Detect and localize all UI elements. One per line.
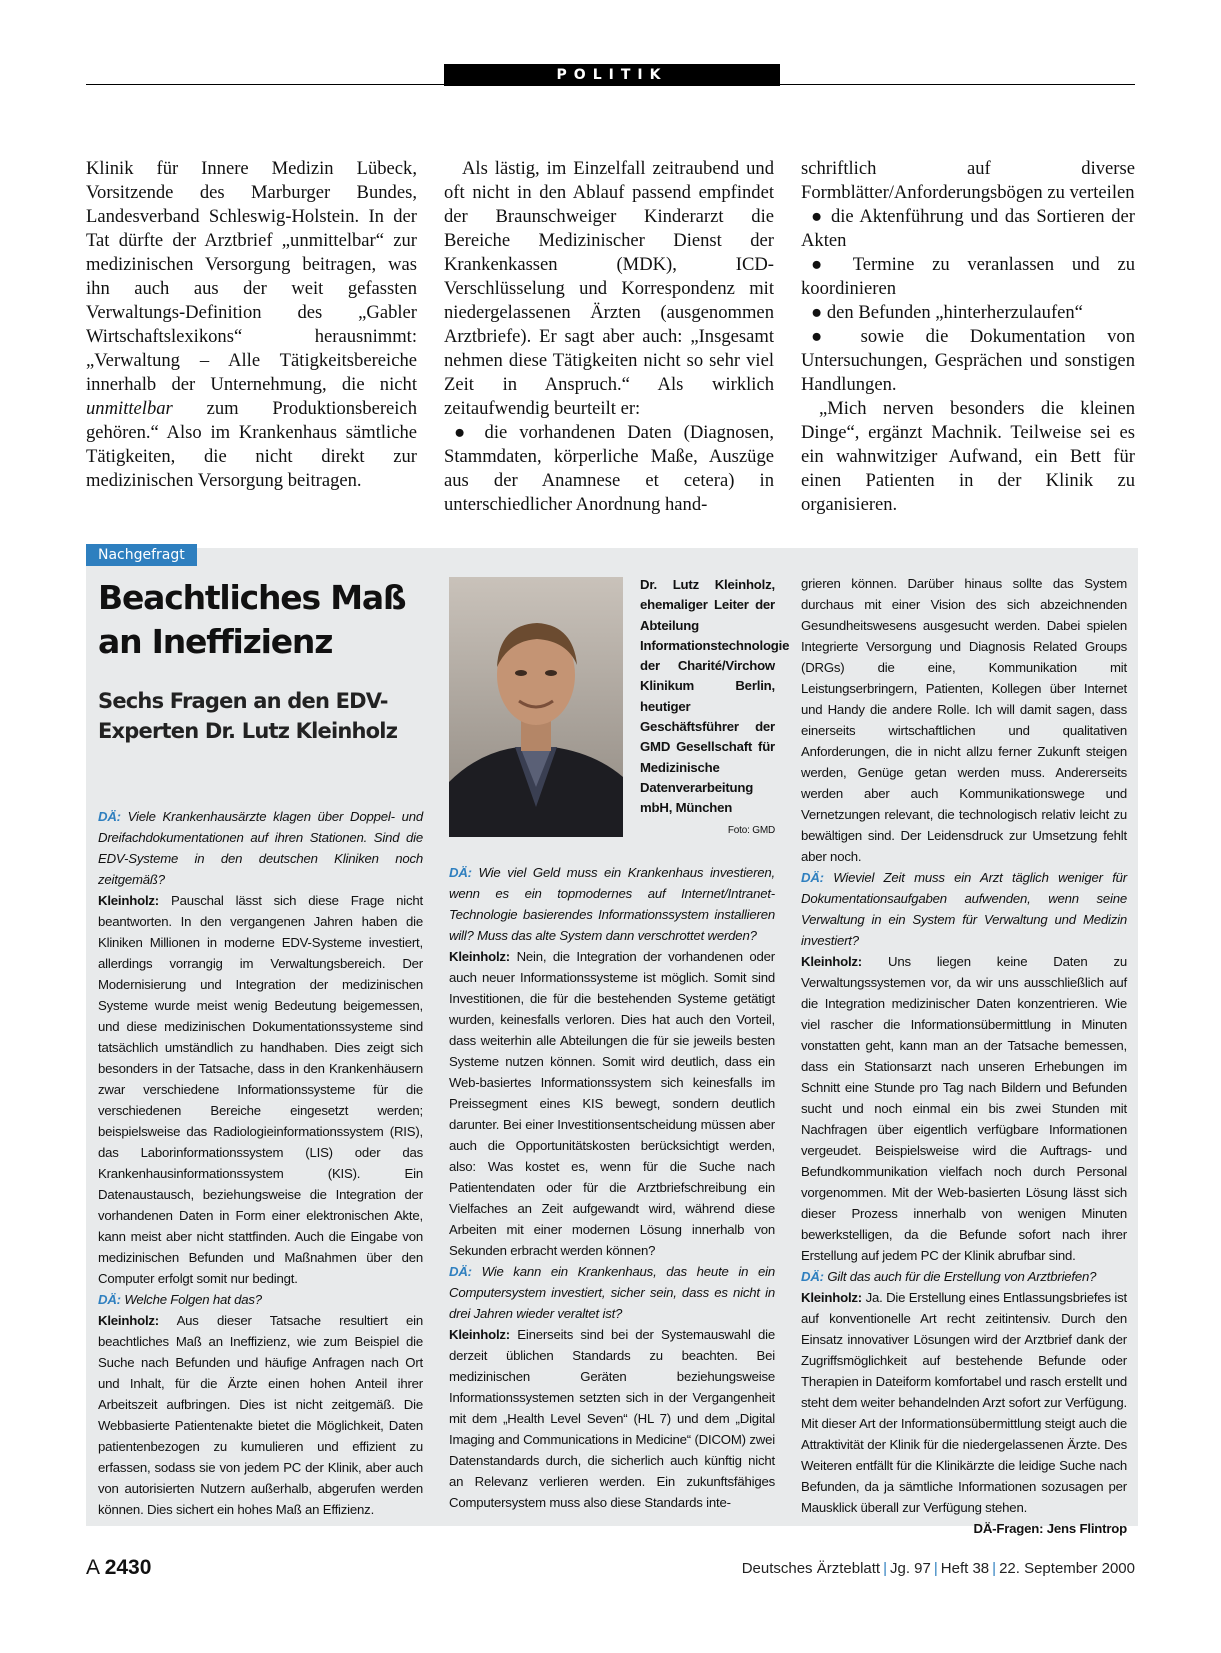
answer-2: Kleinholz: Aus dieser Tatsache resultiert ein beachtliches Maß an Ineffizienz, wie zum Beispiel die Suche nach Befunden und häufige Anfragen nach Ort und Inhalt, für die Ärzte einen hohen Anteil ihrer Arbeitszeit aufbringen. Dies ist nicht zeitgemäß. Die Webbasierte Patientenakte bietet die Möglichkeit, Daten patientenbezogen zu kumulieren und effizient zu erfassen, sodass sie von jedem PC der Klinik, aber auch von autorisierten Nutzern außerhalb, abgerufen werden können. Dies sichert ein hohes Maß an Effizienz. [98,1313,423,1517]
da-label: DÄ: [98,809,121,824]
column-2-paragraph: Als lästig, im Einzelfall zeitraubend und oft nicht in den Ablauf passend empfindet der Braunschweiger Kinderarzt die Bereiche Medizinischer Dienst der Krankenkassen (MDK), ICD-Verschlüsselung und Korrespondenz mit niedergelassenen Ärzten (ausgenommen Arztbriefe). Er sagt aber auch: „Insgesamt nehmen diese Tätigkeiten nicht so sehr viel Zeit in Anspruch.“ Als wirklich zeitaufwendig beurteilt er: [444,158,774,419]
list-item: ● den Befunden „hinterherzulaufen“ [811,302,1083,323]
kleinholz-label: Kleinholz: [801,954,863,969]
interview-column-1 [98,806,423,1520]
interview-headline: Beachtliches Maß an Ineffizienz [98,578,406,661]
article-column-1 [86,157,417,493]
answer-4-continued: grieren können. Darüber hinaus sollte das System durchaus mit einer Vision des sich abzeichnenden Gesundheitswesens ausgesucht werden. Dabei spielen Integrierte Versorgung und Diagnosis Related Groups (DRGs) die eine, Kommunikation mit Leistungserbringern, Patienten, Kollegen über Internet und Handy die andere Rolle. Ich will damit sagen, dass einerseits wirtschaftlichen und qualitativen Anforderungen, die in nicht allzu ferner Zukunft steigen werden, Genüge getan werden muss. Andererseits werden aber auch Kommunikationswege und Vernetzungen relevant, die technologisch relativ leicht zu bewältigen sind. Der Leidensdruck zur Umsetzung fehlt aber noch. [801,576,1127,864]
journal-info: Deutsches Ärzteblatt | Jg. 97 | Heft 38 | 22. September 2000 [741,1560,1135,1577]
interview-column-2 [449,862,775,1513]
section-label: POLITIK [444,64,780,86]
kleinholz-label: Kleinholz: [98,1313,160,1328]
photo-caption: Dr. Lutz Kleinholz, ehemaliger Leiter der Abteilung Informationstechnologie der Charité/Virchow Klinikum Berlin, heutiger Geschäftsführer der GMD Gesellschaft für Medizinische Datenverarbeitung mbH, München Foto: GMD [640,575,775,841]
article-column-3 [801,157,1135,517]
column-1-text: Klinik für Innere Medizin Lübeck, Vorsitzende des Marburger Bundes, Landesverband Schleswig-Holstein. In der Tat dürfte der Arztbrief „unmittelbar“ zur medizinischen Versorgung beitragen, was ihn auch aus der weit gefassten Verwaltungs-Definition des „Gabler Wirtschaftslexikons“ herausnimmt: „Verwaltung – Alle Tätigkeitsbereiche innerhalb der Unternehmung, die nicht unmittelbar zum Produktionsbereich gehören.“ Also im Krankenhaus sämtliche Tätigkeiten, die nicht direkt zur medizinischen Versorgung beitragen. [86,158,417,491]
answer-5: Kleinholz: Uns liegen keine Daten zu Verwaltungssystemen vor, da wir uns ausschließlich auf die Integration medizinischer Daten konzentrieren. Wie viel rascher die Informationsübermittlung in Minuten vonstatten geht, kann man an der Tatsache bemessen, dass ein Stationsarzt nach unseren Erhebungen im Schnitt eine Stunde pro Tag nach Bildern und Befunden sucht und noch einmal ein bis zwei Stunden mit Nachfragen über eigentlich verfügbare Informationen vergeudet. Beispielsweise wird die Auftrags- und Befundkommunikation vielfach noch durch Personal vorgenommen. Mit der Web-basierten Lösung lässt sich dieser Prozess innerhalb von wenigen Minuten bewerkstelligen, da die Befunde sofort nach ihrer Erstellung auf jedem PC der Klinik abrufbar sind. [801,954,1127,1263]
volume: Jg. 97 [890,1560,931,1577]
article-column-2 [444,157,774,517]
page-number: A 2430 [86,1556,152,1579]
da-label: DÄ: [449,865,472,880]
column-2-bullet: ● die vorhandenen Daten (Diagnosen, Stammdaten, körperliche Maße, Auszüge aus der Anamnese et cetera) in unterschiedlicher Anordnung hand- [444,422,774,515]
question-4: DÄ: Wie kann ein Krankenhaus, das heute in ein Computersystem investiert, sicher sein, dass es nicht in drei Jahren wieder veraltet ist? [449,1264,775,1321]
publication-date: 22. September 2000 [999,1560,1135,1577]
answer-1: Kleinholz: Pauschal lässt sich diese Frage nicht beantworten. In den vergangenen Jahren haben die Kliniken Millionen in moderne EDV-Systeme investiert, allerdings vorrangig im Verwaltungsbereich. Der Modernisierung und Integration der medizinischen Systeme wurde meist wenig Bedeutung beigemessen, und diese medizinischen Dokumentationssysteme sind tatsächlich umständlich zu handhaben. Dies zeigt sich besonders in der Tatsache, dass in den Krankenhäusern zwar verschiedene Informationssysteme für die verschiedenen Bereiche eingesetzt werden; beispielsweise das Radiologieinformationssystem (RIS), das Laborinformationssystem (LIS) oder das Krankenhausinformationssystem (KIS). Ein Datenaustausch, beziehungsweise die Integration der vorhandenen Daten in Form einer elektronischen Akte, kann meist aber nicht stattfinden. Auch die Eingabe von medizinischen Befunden und Maßnahmen über den Computer erfolgt somit nur bedingt. [98,893,424,1286]
list-item: ● sowie die Dokumentation von Untersuchungen, Gesprächen und sonstigen Handlungen. [801,326,1135,395]
column-3-continuation: schriftlich auf diverse Formblätter/Anforderungsbögen zu verteilen [801,158,1135,203]
column-3-paragraph: „Mich nerven besonders die kleinen Dinge“, ergänzt Machnik. Teilweise sei es ein wahnwitziger Aufwand, ein Bett für einen Patienten in der Klinik zu organisieren. [801,398,1135,515]
da-label: DÄ: [449,1264,472,1279]
interview-signature: DÄ-Fragen: Jens Flintrop [973,1521,1127,1536]
interview-subheadline: Sechs Fragen an den EDV-Experten Dr. Lutz Kleinholz [98,689,398,743]
question-2: DÄ: Welche Folgen hat das? [98,1292,262,1307]
question-6: DÄ: Gilt das auch für die Erstellung von Arztbriefen? [801,1269,1097,1284]
da-label: DÄ: [98,1292,121,1307]
kleinholz-label: Kleinholz: [449,949,511,964]
section-tag: Nachgefragt [86,544,197,566]
page-footer [86,1556,1135,1582]
portrait-photo [449,577,623,837]
list-item: ● Termine zu veranlassen und zu koordinieren [801,254,1135,299]
issue: Heft 38 [940,1560,990,1577]
answer-6: Kleinholz: Ja. Die Erstellung eines Entlassungsbriefes ist auf konventionelle Art recht zeitintensiv. Durch den Einsatz innovativer Lösungen wird der Arztbrief dank der Zugriffsmöglichkeit auf bestehende Befunde oder Therapien in Dateiform komfortabel und rasch erstellt und steht dem weiter behandelnden Arzt sofort zur Verfügung. Mit dieser Art der Informationsübermittlung steigt auch die Attraktivität der Klinik für die niedergelassenen Ärzte. Des Weiteren entfällt für die Klinikärzte die leidige Suche nach Befunden, da ja sämtliche Informationen sozusagen per Mausklick überall zur Verfügung stehen. DÄ-Fragen: Jens Flintrop [801,1287,1127,1518]
kleinholz-label: Kleinholz: [801,1290,863,1305]
answer-3: Kleinholz: Nein, die Integration der vorhandenen oder auch neuer Informationssysteme ist möglich. Somit sind Investitionen, die für die bestehenden Systeme getätigt wurden, keinesfalls verloren. Dies hat auch den Vorteil, dass weiterhin alle Abteilungen die für sie jeweils besten Systeme nutzen können. Somit wird deutlich, dass ein Web-basiertes Informationssystem sich keinesfalls im Preissegment eines KIS bewegt, sondern deutlich darunter. Bei einer Investitionsentscheidung müssen aber auch die Opportunitätskosten berücksichtigt werden, also: Was kostet es, wenn für die Suche nach Patientendaten oder für die Arztbriefschreibung ein Vielfaches an Zeit aufgewandt wird, während diese Arbeiten mit einer modernen Lösung innerhalb von Sekunden erbracht werden können? [449,949,775,1258]
list-item: ● die Aktenführung und das Sortieren der Akten [801,206,1135,251]
question-5: DÄ: Wieviel Zeit muss ein Arzt täglich weniger für Dokumentationsaufgaben aufwenden, wenn seine Verwaltung in ein System für Verwaltung und Medizin investiert? [801,870,1127,948]
photo-credit: Foto: GMD [727,824,775,836]
journal-name: Deutsches Ärzteblatt [741,1560,881,1577]
question-1: DÄ: Viele Krankenhausärzte klagen über Doppel- und Dreifachdokumentationen auf ihren Stationen. Sind die EDV-Systeme in den deutschen Kliniken noch zeitgemäß? [98,809,424,887]
kleinholz-label: Kleinholz: [98,893,160,908]
kleinholz-label: Kleinholz: [449,1327,511,1342]
interview-column-3 [801,573,1127,1539]
answer-4: Kleinholz: Einerseits sind bei der Systemauswahl die derzeit üblichen Standards zu beachten. Bei medizinischen Geräten beziehungsweise Informationssystemen setzten sich in der Vergangenheit mit dem „Health Level Seven“ (HL 7) und dem „Digital Imaging and Communications in Medicine“ (DICOM) zwei Datenstandards durch, die sicherlich auch künftig nicht an Relevanz verlieren werden. Ein zukunftsfähiges Computersystem muss also diese Standards inte- [449,1327,775,1510]
da-label: DÄ: [801,1269,824,1284]
da-label: DÄ: [801,870,824,885]
question-3: DÄ: Wie viel Geld muss ein Krankenhaus investieren, wenn es ein topmodernes auf Internet/Intranet-Technologie basierendes Informationssystem installieren will? Muss das alte System dann verschrottet werden? [449,865,775,943]
